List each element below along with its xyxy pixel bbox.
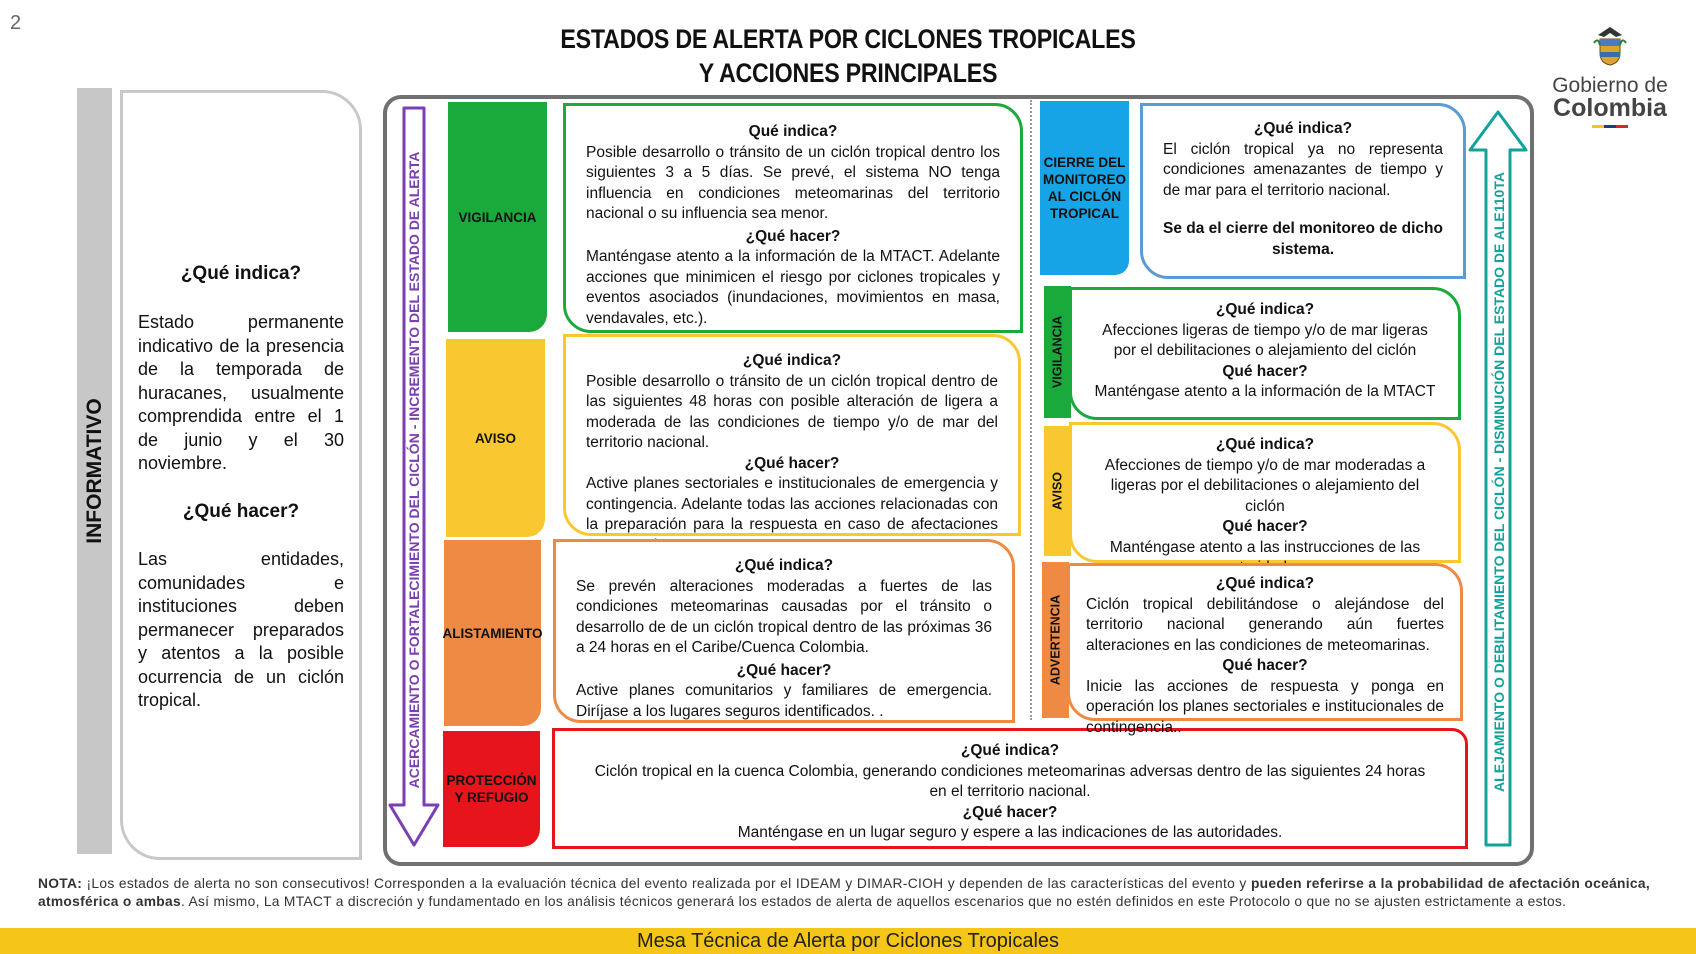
card-aviso-right-t1: Afecciones de tiempo y/o de mar moderadas a ligeras por el debilitaciones o alejamiento del ciclón [1104, 456, 1426, 515]
informativo-card [120, 90, 362, 860]
informativo-que-indica-text: Estado permanente indicativo de la presencia de la temporada de huracanes, usualmente comprendida entre el 1 de junio y el 30 noviembre. [138, 312, 344, 473]
level-cierre [1040, 101, 1129, 275]
level-aviso-right-label: AVISO [1050, 472, 1064, 510]
level-alistamiento-left-label: ALISTAMIENTO [442, 625, 543, 641]
card-alistamiento-left-t1: Se prevén alteraciones moderadas a fuertes de las condiciones meteomarinas causadas por el tránsito o desarrollo de de un ciclón tropical dentro de las próximas 36 a 24 horas en el Caribe/Cuenca Colombia. [576, 577, 992, 656]
informativo-bar [77, 88, 112, 854]
footnote-bold: pueden referirse a la probabilidad de afectación oceánica, atmosférica o ambas [38, 876, 1650, 909]
card-aviso-left-q2: ¿Qué hacer? [744, 454, 840, 472]
card-cierre-t1: El ciclón tropical ya no representa condiciones amenazantes de tiempo y de mar para el territorio nacional. [1163, 140, 1443, 199]
card-advertencia-right-t2: Inicie las acciones de respuesta y ponga en operación los planes sectoriales e institucionales de contingencia.. [1086, 677, 1444, 736]
title-line-2: Y ACCIONES PRINCIPALES [698, 58, 998, 88]
footnote-label: NOTA: [38, 876, 83, 891]
informativo-label: INFORMATIVO [82, 398, 106, 544]
footer-text: Mesa Técnica de Alerta por Ciclones Tropicales [636, 930, 1060, 952]
card-vigilancia-left-q1: Qué indica? [748, 123, 838, 140]
coat-of-arms-icon [1590, 25, 1630, 67]
card-vigilancia-left-q2: ¿Qué hacer? [745, 227, 841, 245]
card-vigilancia-left-t2: Manténgase atento a la información de la MTACT. Adelante acciones que minimicen el riesgo por ciclones tropicales y eventos asociados (inundaciones, movimientos en masa, vendavales, etc.). [586, 248, 1000, 327]
card-vigilancia-right [1069, 287, 1461, 420]
card-vigilancia-left [563, 103, 1023, 333]
footnote-part2: . Así mismo, La MTACT a discreción y fundamentado en los análisis técnicos generará los estados de alerta de aquellos escenarios que no estén definidos en este Protocolo o que no se ajusten estrictamente a estos. [180, 893, 1567, 909]
card-cierre-q1: ¿Qué indica? [1253, 120, 1353, 137]
informativo-que-indica-title: ¿Qué indica? [180, 263, 302, 284]
informativo-que-hacer-title: ¿Qué hacer? [182, 501, 300, 522]
card-aviso-right [1069, 422, 1461, 563]
card-proteccion-q2: ¿Qué hacer? [962, 803, 1058, 821]
level-vigilancia-right [1044, 286, 1071, 418]
card-advertencia-right [1067, 563, 1463, 736]
level-vigilancia-left-label: VIGILANCIA [458, 209, 537, 225]
level-vigilancia-left [448, 102, 547, 332]
title-line-1: ESTADOS DE ALERTA POR CICLONES TROPICALES [560, 24, 1136, 54]
level-proteccion [443, 731, 540, 847]
card-vigilancia-right-t1: Afecciones ligeras de tiempo y/o de mar ligeras por el debilitaciones o alejamiento del ciclón [1102, 321, 1428, 359]
card-aviso-right-q1: ¿Qué indica? [1215, 436, 1315, 453]
level-cierre-label: CIERRE DEL MONITOREO AL CICLÓN TROPICAL [1042, 155, 1126, 221]
card-proteccion [552, 728, 1468, 849]
footnote [38, 875, 1650, 910]
card-alistamiento-left-t2: Active planes comunitarios y familiares de emergencia. Diríjase a los lugares seguros identificados. . [576, 682, 992, 720]
card-aviso-left-t2: Active planes sectoriales e institucionales de emergencia y contingencia. Adelante todas las acciones relacionadas con la preparación para la respuesta en caso de afectaciones [586, 475, 998, 533]
card-aviso-left-q1: ¿Qué indica? [742, 352, 842, 369]
level-advertencia-right-label: ADVERTENCIA [1048, 594, 1062, 686]
level-aviso-left-label: AVISO [474, 430, 516, 446]
increment-arrow-label: ACERCAMIENTO O FORTALECIMIENTO DEL CICLÓN - INCREMENTO DEL ESTADO DE ALERTA [406, 151, 422, 789]
card-vigilancia-left-t1: Posible desarrollo o tránsito de un ciclón tropical dentro los siguientes 3 a 5 días. Se prevé, el sistema NO tenga influencia en condiciones meteomarinas del territorio nacional o su influencia sea menor. [586, 143, 1000, 222]
card-vigilancia-right-t2: Manténgase atento a la información de la MTACT [1094, 383, 1436, 400]
card-alistamiento-left-q1: ¿Qué indica? [734, 557, 834, 574]
footer-bar [0, 928, 1696, 954]
card-vigilancia-right-q1: ¿Qué indica? [1215, 301, 1315, 318]
level-alistamiento-left [444, 540, 541, 726]
card-advertencia-right-t1: Ciclón tropical debilitándose o alejándose del territorio nacional generando aún fuertes alteraciones en las condiciones de meteomarinas. [1086, 595, 1444, 654]
level-aviso-left [446, 339, 545, 537]
card-advertencia-right-q2: Qué hacer? [1222, 657, 1308, 674]
card-proteccion-t1: Ciclón tropical en la cuenca Colombia, generando condiciones meteomarinas adversas dentro de las siguientes 24 horas en el territorio nacional. [594, 762, 1426, 800]
card-aviso-left [563, 334, 1021, 536]
card-advertencia-right-q1: ¿Qué indica? [1215, 575, 1315, 592]
card-alistamiento-left [553, 539, 1015, 723]
card-aviso-right-q2: Qué hacer? [1222, 518, 1308, 535]
level-vigilancia-right-label: VIGILANCIA [1050, 315, 1064, 389]
level-aviso-right [1044, 426, 1071, 556]
flag-bar [1592, 125, 1628, 128]
informativo-que-hacer-text: Las entidades, comunidades e instituciones deben permanecer preparados y atentos a la posible ocurrencia de un ciclón tropical. [138, 549, 344, 710]
column-separator [1030, 100, 1032, 720]
page-title [0, 22, 1696, 90]
level-advertencia-right [1042, 562, 1069, 718]
gobierno-logo [1540, 25, 1680, 125]
logo-text-gobierno: Gobierno de [1552, 74, 1668, 97]
level-proteccion-label: PROTECCIÓN Y REFUGIO [446, 773, 537, 805]
card-proteccion-q1: ¿Qué indica? [960, 742, 1060, 759]
card-alistamiento-left-q2: ¿Qué hacer? [736, 661, 832, 679]
logo-text-colombia: Colombia [1553, 94, 1667, 122]
card-proteccion-t2: Manténgase en un lugar seguro y espere a las indicaciones de las autoridades. [737, 824, 1283, 841]
card-cierre [1140, 103, 1466, 279]
footnote-part1: ¡Los estados de alerta no son consecutivos! Corresponden a la evaluación técnica del evento realizada por el IDEAM y DIMAR-CIOH y dependen de las características del evento y [82, 876, 1251, 891]
card-cierre-t2: Se da el cierre del monitoreo de dicho sistema. [1163, 220, 1443, 258]
slide-number: 2 [10, 12, 22, 34]
card-aviso-right-t2: Manténgase atento a las instrucciones de las [1109, 538, 1421, 556]
card-aviso-left-t1: Posible desarrollo o tránsito de un ciclón tropical dentro de las siguientes 48 horas con posible alteración de ligera a moderada de las condiciones de tiempo y/o de mar del territorio nacional. [586, 372, 998, 451]
decrement-arrow-label: ALEJAMIENTO O DEBILITAMIENTO DEL CICLÓN - DISMINUCIÓN DEL ESTADO DE ALE110TA [1491, 172, 1507, 792]
card-vigilancia-right-q2: Qué hacer? [1222, 362, 1308, 380]
